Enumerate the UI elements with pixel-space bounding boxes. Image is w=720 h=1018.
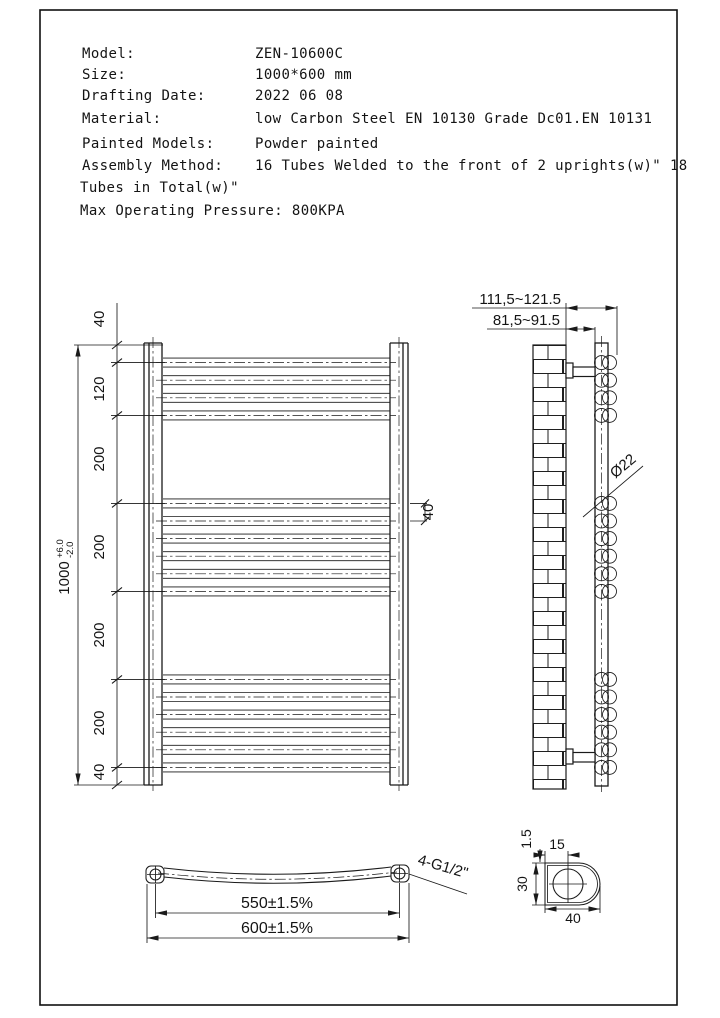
tube-sections bbox=[595, 356, 617, 775]
center-distance-dimension bbox=[156, 883, 400, 918]
tube-section bbox=[595, 356, 617, 370]
center-offset-label: 15 bbox=[549, 836, 565, 852]
height-dimension-chain bbox=[74, 303, 165, 789]
right-upright bbox=[390, 337, 408, 791]
section-width-dimension bbox=[545, 886, 600, 926]
header-pressure: Max Operating Pressure: 800KPA bbox=[80, 203, 345, 219]
tube bbox=[156, 534, 396, 543]
left-upright bbox=[144, 337, 162, 791]
tube-section bbox=[595, 496, 617, 510]
header-label: Size: bbox=[82, 67, 127, 83]
header-label: Painted Models: bbox=[82, 136, 215, 152]
header-label: Assembly Method: bbox=[82, 158, 224, 174]
wall-thickness-label: 1.5 bbox=[518, 829, 534, 849]
tube bbox=[156, 587, 396, 596]
tube bbox=[156, 376, 396, 385]
dim-200-1: 200 bbox=[91, 446, 108, 472]
dim-40-bottom: 40 bbox=[91, 763, 108, 781]
tube-section bbox=[595, 690, 617, 704]
tube bbox=[156, 517, 396, 526]
header-label: Drafting Date: bbox=[82, 88, 206, 104]
tube bbox=[156, 728, 396, 737]
wall-to-front-label: 111,5~121.5 bbox=[479, 291, 561, 308]
wall-to-center-dimension bbox=[487, 312, 595, 343]
header-value: 2022 06 08 bbox=[255, 88, 344, 104]
tube-section bbox=[595, 760, 617, 774]
tube bbox=[156, 745, 396, 754]
overall-height-dimension bbox=[55, 345, 78, 785]
pitch-dim-label: 40 bbox=[420, 503, 437, 521]
right-fitting bbox=[391, 865, 409, 882]
dim-200-3: 200 bbox=[91, 622, 108, 648]
dim-200-4: 200 bbox=[91, 710, 108, 736]
tube-section bbox=[595, 725, 617, 739]
tube-section bbox=[595, 514, 617, 528]
tube-diameter-callout bbox=[583, 451, 643, 517]
section-height-dimension bbox=[514, 863, 545, 905]
tube bbox=[156, 358, 396, 367]
tube bbox=[156, 763, 396, 772]
tube-section bbox=[595, 708, 617, 722]
header-continuation: Tubes in Total(w)" bbox=[80, 180, 239, 196]
tube bbox=[156, 569, 396, 578]
overall-width-label: 600±1.5% bbox=[241, 920, 313, 937]
tube bbox=[156, 393, 396, 402]
header-value: Powder painted bbox=[255, 136, 379, 152]
tube-section bbox=[595, 743, 617, 757]
tube bbox=[156, 693, 396, 702]
section-height-label: 30 bbox=[514, 876, 530, 892]
tube-section bbox=[595, 549, 617, 563]
center-distance-label: 550±1.5% bbox=[241, 895, 313, 912]
tube bbox=[156, 499, 396, 508]
header-block bbox=[80, 46, 688, 219]
tube-section bbox=[595, 567, 617, 581]
header-value: low Carbon Steel EN 10130 Grade Dc01.EN 10131 bbox=[255, 111, 653, 127]
tube-section bbox=[595, 373, 617, 387]
dim-40-top: 40 bbox=[91, 310, 108, 328]
tube-section bbox=[595, 672, 617, 686]
dim-200-2: 200 bbox=[91, 534, 108, 560]
upright-section-detail bbox=[514, 829, 600, 926]
left-fitting bbox=[146, 866, 164, 883]
tube-section bbox=[595, 391, 617, 405]
curved-tube bbox=[158, 867, 397, 883]
tube-diameter-label: Ø22 bbox=[606, 450, 640, 482]
overall-height-tol-plus: +6.0 bbox=[55, 539, 66, 558]
wall-thickness-dimension bbox=[518, 829, 540, 862]
header-label: Material: bbox=[82, 111, 162, 127]
connection-label: 4-G1/2" bbox=[415, 851, 470, 882]
tube-section bbox=[595, 408, 617, 422]
tube bbox=[156, 552, 396, 561]
wall-bracket-bottom bbox=[566, 749, 595, 764]
wall-to-center-label: 81,5~91.5 bbox=[492, 312, 560, 329]
header-value: ZEN-10600C bbox=[255, 46, 344, 62]
front-view bbox=[55, 303, 437, 791]
d-profile bbox=[545, 851, 600, 905]
tube-group-middle bbox=[156, 499, 396, 596]
tube bbox=[156, 411, 396, 420]
bottom-view bbox=[146, 852, 470, 943]
section-width-label: 40 bbox=[565, 910, 581, 926]
side-view bbox=[472, 291, 643, 792]
overall-height-value: 1000 bbox=[56, 561, 73, 595]
tube-section bbox=[595, 532, 617, 546]
tube bbox=[156, 675, 396, 684]
connection-callout bbox=[409, 852, 470, 894]
header-value: 1000*600 mm bbox=[255, 67, 353, 83]
tube-group-top bbox=[156, 358, 396, 420]
header-value: 16 Tubes Welded to the front of 2 uprights(w)" 18 bbox=[255, 158, 688, 174]
tube-pitch-dimension bbox=[410, 499, 437, 525]
header-label: Model: bbox=[82, 46, 135, 62]
tube-section bbox=[595, 584, 617, 598]
overall-height-tol-minus: -2.0 bbox=[65, 541, 76, 558]
tube-group-bottom bbox=[156, 675, 396, 772]
dim-120: 120 bbox=[91, 376, 108, 402]
wall-brick-hatch bbox=[533, 345, 566, 789]
center-offset-dimension bbox=[536, 836, 577, 863]
tube bbox=[156, 710, 396, 719]
wall-bracket-top bbox=[566, 363, 595, 378]
